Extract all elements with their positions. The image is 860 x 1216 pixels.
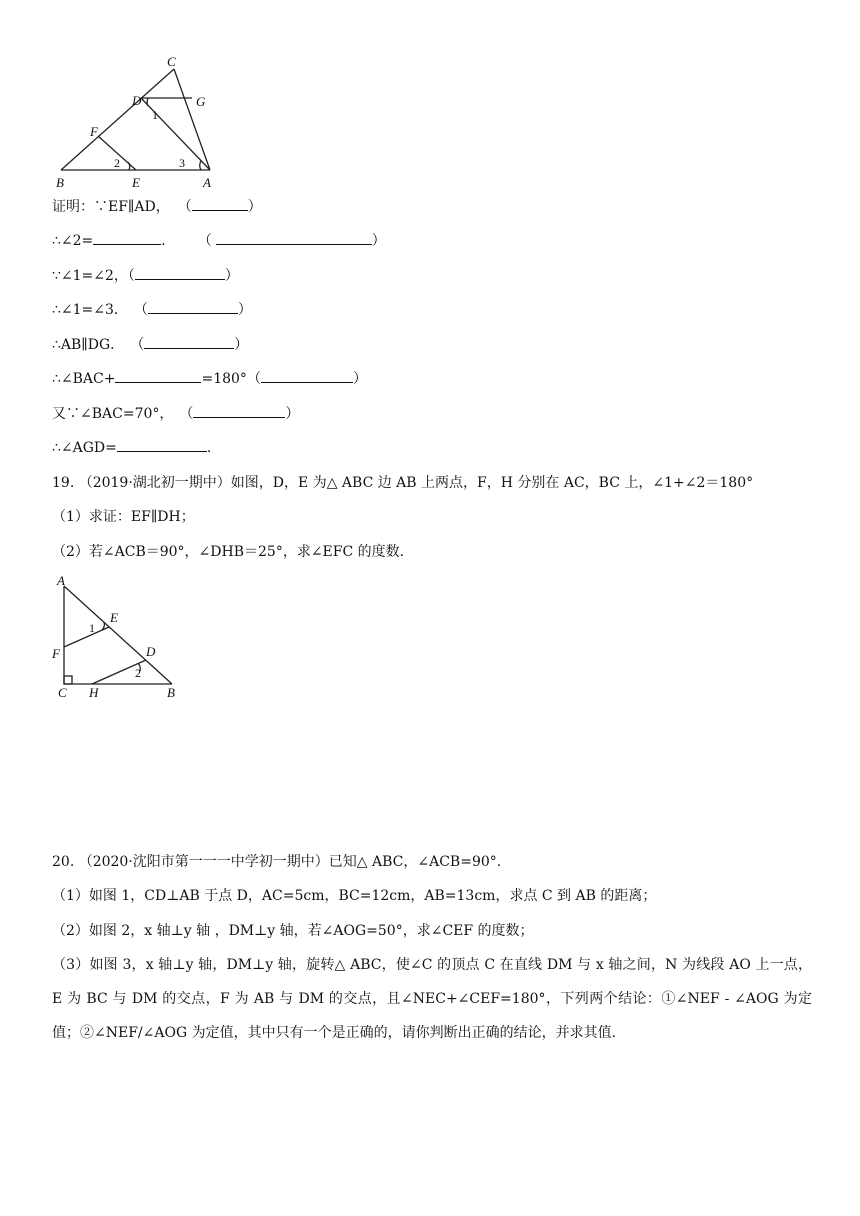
angle-label-1: 1 — [152, 108, 158, 122]
label-b: B — [56, 175, 64, 190]
q19-part2: （2）若∠ACB＝90°，∠DHB＝25°，求∠EFC 的度数． — [52, 544, 414, 560]
answer-blank[interactable] — [261, 369, 353, 383]
segment-ca — [174, 69, 210, 170]
proof-line-8: ∴∠AGD= . — [52, 440, 212, 456]
label-a: A — [203, 175, 211, 190]
label-f: F — [52, 646, 60, 661]
label-e: E — [132, 175, 140, 190]
label-d: D — [146, 644, 156, 659]
proof-line-2: ∴∠2= . （ ） — [52, 233, 386, 249]
label-d: D — [132, 93, 142, 108]
label-c: C — [58, 685, 67, 700]
label-h: H — [89, 685, 99, 700]
angle-label-3: 3 — [179, 156, 185, 170]
answer-blank[interactable] — [148, 300, 238, 314]
label-f: F — [90, 124, 98, 139]
q19-part1: （1）求证：EF∥DH； — [52, 509, 195, 525]
label-a: A — [57, 573, 65, 588]
angle-label-2: 2 — [135, 666, 141, 680]
answer-blank[interactable] — [193, 404, 285, 418]
label-e: E — [110, 610, 118, 625]
answer-blank[interactable] — [216, 231, 372, 245]
q20-part2: （2）如图 2，x 轴⊥y 轴 ，DM⊥y 轴，若∠AOG=50°，求∠CEF 的度数； — [52, 923, 534, 939]
label-c: C — [167, 54, 176, 69]
proof-line-4: ∴∠1=∠3． （ ） — [52, 302, 252, 318]
label-g: G — [196, 94, 206, 109]
figure-triangle-abc-parallel — [50, 50, 230, 195]
answer-blank[interactable] — [117, 438, 207, 452]
q20-stem: 20. （2020·沈阳市第一一一中学初一期中）已知△ ABC，∠ACB=90°. — [52, 854, 502, 870]
angle-label-2: 2 — [114, 156, 120, 170]
answer-blank[interactable] — [115, 369, 201, 383]
proof-line-7: 又∵∠BAC=70°， （ ） — [52, 406, 300, 422]
answer-blank[interactable] — [135, 266, 225, 280]
figure-right-triangle-abc — [50, 570, 190, 702]
q20-part3: （3）如图 3，x 轴⊥y 轴，DM⊥y 轴，旋转△ ABC，使∠C 的顶点 C 在直线 DM 与 x 轴之间，N 为线段 AO 上一点，E 为 BC 与 DM 的交点，F 为 AB 与 DM 的交点，且∠NEC+∠CEF=180°，下列两个结论：①∠NEF - ∠AOG 为定值；②∠NEF/∠AOG 为定值，其中只有一个是正确的，请你判断出正确的结论，并求其值. — [52, 957, 812, 1041]
answer-blank[interactable] — [93, 231, 161, 245]
proof-line-5: ∴AB∥DG． （ ） — [52, 337, 249, 353]
proof-line-3: ∵∠1=∠2，（ ） — [52, 268, 239, 284]
angle-label-1: 1 — [89, 621, 95, 635]
answer-blank[interactable] — [192, 197, 248, 211]
label-b: B — [167, 685, 175, 700]
segment-ab — [64, 586, 172, 684]
q19-stem: 19. （2019·湖北初一期中）如图，D，E 为△ ABC 边 AB 上两点，F，H 分别在 AC，BC 上，∠1+∠2＝180° — [52, 475, 754, 491]
answer-blank[interactable] — [144, 335, 234, 349]
proof-line-6: ∴∠BAC+ =180°（ ） — [52, 371, 367, 387]
q20-part1: （1）如图 1，CD⊥AB 于点 D，AC=5cm，BC=12cm，AB=13cm，求点 C 到 AB 的距离； — [52, 888, 657, 904]
proof-line-1: 证明：∵EF∥AD， （ ） — [52, 199, 262, 215]
